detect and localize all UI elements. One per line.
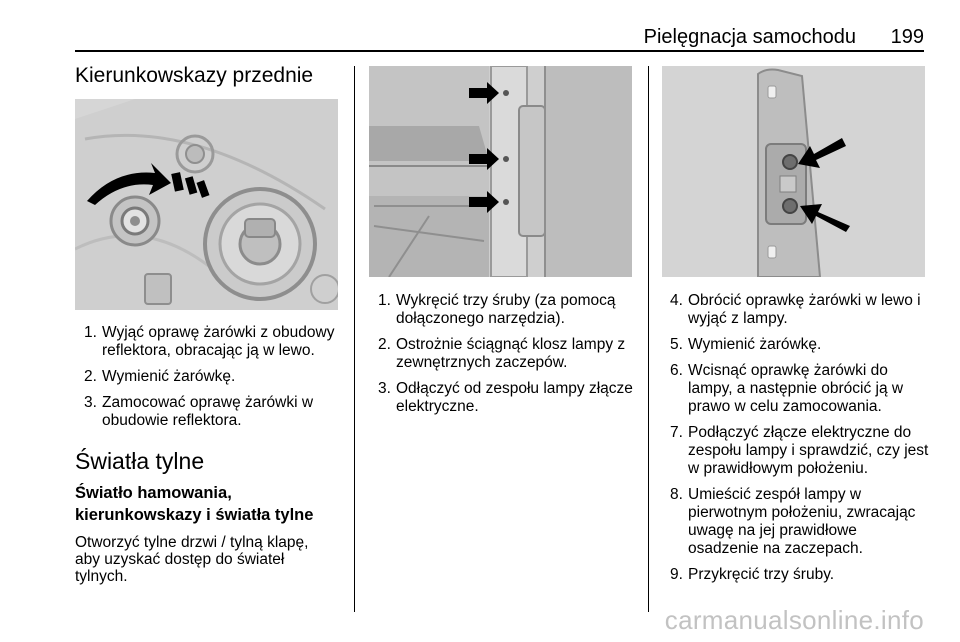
- step-text: Obrócić oprawkę żarówki w lewo i wyjąć z lampy.: [688, 292, 921, 327]
- list-item: [84, 324, 344, 360]
- step-text: Umieścić zespół lampy w pierwotnym położeniu, zwracając uwagę na jej prawidłowe osadzenie na zaczepach.: [688, 486, 916, 557]
- section-heading-front-indicators: Kierunkowskazy przednie: [75, 64, 314, 87]
- step-number: 5.: [670, 336, 683, 353]
- list-item: [378, 292, 638, 328]
- section-heading-rear-lights: Światła tylne: [75, 448, 205, 474]
- step-number: 2.: [378, 336, 391, 353]
- list-item: [378, 336, 638, 372]
- list-item: [84, 368, 344, 386]
- header-rule: [75, 50, 924, 52]
- step-number: 3.: [378, 380, 391, 397]
- list-item: [670, 292, 930, 328]
- rear-lamp-screws-illustration: [369, 66, 632, 277]
- step-text: Wymienić żarówkę.: [688, 336, 822, 353]
- step-text: Zamocować oprawę żarówki w obudowie reflektora.: [102, 394, 314, 429]
- step-text: Ostrożnie ściągnąć klosz lampy z zewnętrznych zaczepów.: [396, 336, 626, 371]
- step-number: 7.: [670, 424, 683, 441]
- list-item: [670, 486, 930, 558]
- headlamp-drawing: [75, 99, 338, 310]
- step-text: Odłączyć od zespołu lampy złącze elektryczne.: [396, 380, 633, 415]
- rear-lamp-drawing: [369, 66, 632, 277]
- running-header-title: Pielęgnacja samochodu: [643, 26, 856, 48]
- step-text: Wykręcić trzy śruby (za pomocą dołączonego narzędzia).: [396, 292, 616, 327]
- step-text: Wcisnąć oprawkę żarówki do lampy, a następnie obrócić ją w prawo w celu zamocowania.: [688, 362, 904, 415]
- page-number: 199: [890, 26, 924, 48]
- front-indicator-steps: [84, 324, 344, 438]
- step-number: 9.: [670, 566, 683, 583]
- rear-access-paragraph: Otworzyć tylne drzwi / tylną klapę, aby uzyskać dostęp do świateł tylnych.: [75, 534, 309, 585]
- column-divider-right: [648, 66, 649, 612]
- rear-lamp-removal-steps: [378, 292, 638, 424]
- subheading-brake-indicator-tail: Światło hamowania, kierunkowskazy i światła tylne: [75, 484, 314, 524]
- headlamp-bulb-illustration: [75, 99, 338, 310]
- list-item: [84, 394, 344, 430]
- watermark-link[interactable]: carmanualsonline.info: [664, 605, 924, 635]
- step-text: Przykręcić trzy śruby.: [688, 566, 835, 583]
- step-number: 4.: [670, 292, 683, 309]
- step-text: Wymienić żarówkę.: [102, 368, 236, 385]
- step-number: 2.: [84, 368, 97, 385]
- list-item: [670, 424, 930, 478]
- bulb-holder-drawing: [662, 66, 925, 277]
- step-number: 3.: [84, 394, 97, 411]
- list-item: [670, 566, 930, 584]
- list-item: [670, 362, 930, 416]
- rear-lamp-bulb-holders-illustration: [662, 66, 925, 277]
- list-item: [670, 336, 930, 354]
- column-divider-left: [354, 66, 355, 612]
- step-number: 1.: [378, 292, 391, 309]
- list-item: [378, 380, 638, 416]
- step-text: Wyjąć oprawę żarówki z obudowy reflektora, obracając ją w lewo.: [102, 324, 335, 359]
- step-number: 1.: [84, 324, 97, 341]
- step-number: 8.: [670, 486, 683, 503]
- step-text: Podłączyć złącze elektryczne do zespołu lampy i sprawdzić, czy jest w prawidłowym położeniu.: [688, 424, 929, 477]
- step-number: 6.: [670, 362, 683, 379]
- bulb-replacement-steps: [670, 292, 930, 592]
